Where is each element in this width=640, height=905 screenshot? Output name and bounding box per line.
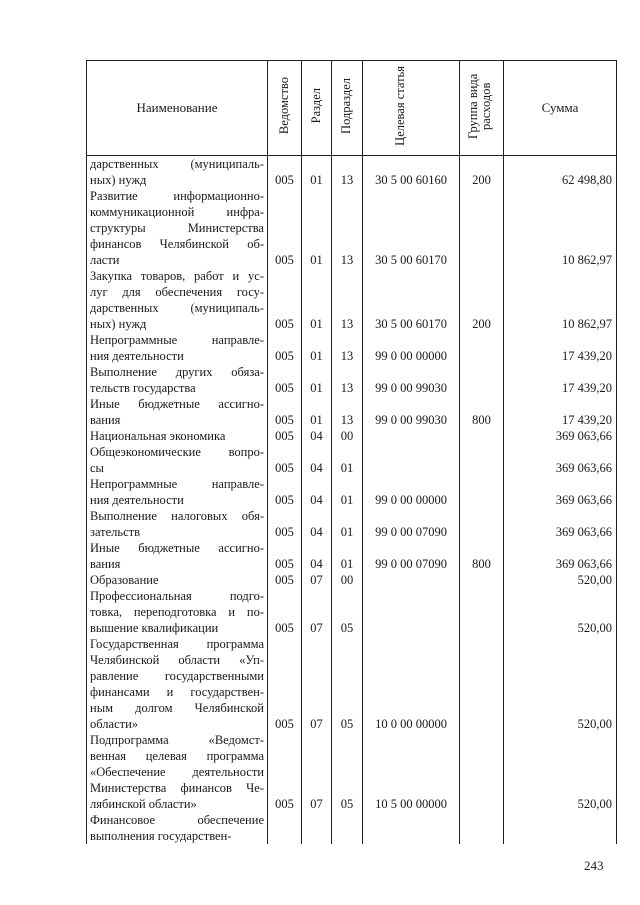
row-name-line: Развитие информационно- bbox=[90, 189, 264, 203]
row-name bbox=[87, 588, 268, 636]
header-podrazdel bbox=[332, 61, 363, 156]
header-summa: Сумма bbox=[504, 61, 617, 156]
row-vedomstvo: 005 bbox=[268, 588, 302, 636]
row-name-line: сы bbox=[90, 461, 104, 475]
row-vedomstvo: 005 bbox=[268, 364, 302, 396]
row-podrazdel: 01 bbox=[332, 444, 363, 476]
row-podrazdel: 01 bbox=[332, 540, 363, 572]
row-gruppa bbox=[460, 444, 504, 476]
row-gruppa: 200 bbox=[460, 156, 504, 189]
table-row bbox=[87, 364, 617, 396]
row-name-line: Профессиональная подго- bbox=[90, 589, 264, 603]
row-tselevaya: 99 0 00 00000 bbox=[363, 332, 460, 364]
row-razdel: 07 bbox=[302, 732, 332, 812]
row-gruppa: 800 bbox=[460, 396, 504, 428]
row-name-line: дарственных (муниципаль- bbox=[90, 301, 264, 315]
row-name-line: Непрограммные направле- bbox=[90, 333, 264, 347]
row-podrazdel: 01 bbox=[332, 476, 363, 508]
row-vedomstvo: 005 bbox=[268, 476, 302, 508]
row-podrazdel: 05 bbox=[332, 732, 363, 812]
row-name-line: финансов Челябинской об- bbox=[90, 237, 264, 251]
row-name-line: Иные бюджетные ассигно- bbox=[90, 397, 264, 411]
row-name-line: Министерства финансов Че- bbox=[90, 781, 264, 795]
row-razdel: 07 bbox=[302, 588, 332, 636]
row-name-line: зательств bbox=[90, 525, 141, 539]
row-vedomstvo bbox=[268, 812, 302, 844]
row-podrazdel: 13 bbox=[332, 268, 363, 332]
row-podrazdel: 05 bbox=[332, 636, 363, 732]
row-gruppa bbox=[460, 588, 504, 636]
table-row bbox=[87, 396, 617, 428]
row-name bbox=[87, 540, 268, 572]
row-name-line: ных) нужд bbox=[90, 173, 147, 187]
row-gruppa bbox=[460, 188, 504, 268]
row-summa: 369 063,66 bbox=[504, 540, 617, 572]
row-tselevaya: 10 5 00 00000 bbox=[363, 732, 460, 812]
row-tselevaya bbox=[363, 812, 460, 844]
row-podrazdel: 13 bbox=[332, 396, 363, 428]
row-tselevaya: 30 5 00 60170 bbox=[363, 188, 460, 268]
header-razdel bbox=[302, 61, 332, 156]
row-name-line: вышение квалификации bbox=[90, 621, 219, 635]
row-tselevaya: 99 0 00 99030 bbox=[363, 396, 460, 428]
header-gruppa bbox=[460, 61, 504, 156]
row-razdel: 01 bbox=[302, 332, 332, 364]
row-name bbox=[87, 732, 268, 812]
row-summa: 369 063,66 bbox=[504, 476, 617, 508]
row-name-line: Закупка товаров, работ и ус- bbox=[90, 269, 264, 283]
budget-table bbox=[86, 60, 617, 844]
row-tselevaya: 99 0 00 07090 bbox=[363, 540, 460, 572]
header-name: Наименование bbox=[87, 61, 268, 156]
row-name bbox=[87, 476, 268, 508]
row-summa: 369 063,66 bbox=[504, 508, 617, 540]
row-summa: 520,00 bbox=[504, 588, 617, 636]
row-vedomstvo: 005 bbox=[268, 508, 302, 540]
row-razdel: 04 bbox=[302, 540, 332, 572]
row-gruppa bbox=[460, 732, 504, 812]
row-summa: 520,00 bbox=[504, 732, 617, 812]
row-name bbox=[87, 428, 268, 444]
row-summa: 17 439,20 bbox=[504, 332, 617, 364]
row-name-line: Национальная экономика bbox=[90, 429, 226, 443]
row-summa: 10 862,97 bbox=[504, 188, 617, 268]
row-name-line: ным долгом Челябинской bbox=[90, 701, 264, 715]
row-name-line: вания bbox=[90, 557, 121, 571]
row-vedomstvo: 005 bbox=[268, 332, 302, 364]
row-name-line: дарственных (муниципаль- bbox=[90, 157, 264, 171]
row-razdel: 01 bbox=[302, 396, 332, 428]
header-podrazdel-label: Подраздел bbox=[339, 78, 354, 134]
row-podrazdel: 00 bbox=[332, 428, 363, 444]
row-vedomstvo: 005 bbox=[268, 428, 302, 444]
table-row bbox=[87, 188, 617, 268]
row-razdel: 04 bbox=[302, 476, 332, 508]
row-summa: 520,00 bbox=[504, 636, 617, 732]
row-name-line: Подпрограмма «Ведомст- bbox=[90, 733, 264, 747]
row-name bbox=[87, 396, 268, 428]
row-name-line: ных) нужд bbox=[90, 317, 147, 331]
header-vedomstvo bbox=[268, 61, 302, 156]
row-name-line: коммуникационной инфра- bbox=[90, 205, 264, 219]
row-razdel: 07 bbox=[302, 636, 332, 732]
row-name-line: венная целевая программа bbox=[90, 749, 264, 763]
row-podrazdel: 13 bbox=[332, 156, 363, 189]
row-tselevaya bbox=[363, 572, 460, 588]
row-vedomstvo: 005 bbox=[268, 572, 302, 588]
row-summa: 17 439,20 bbox=[504, 396, 617, 428]
row-name-line: ния деятельности bbox=[90, 493, 184, 507]
table-row bbox=[87, 812, 617, 844]
row-podrazdel: 13 bbox=[332, 188, 363, 268]
row-razdel: 01 bbox=[302, 268, 332, 332]
row-gruppa bbox=[460, 508, 504, 540]
row-name-line: ния деятельности bbox=[90, 349, 184, 363]
row-name-line: Образование bbox=[90, 573, 159, 587]
row-razdel: 01 bbox=[302, 156, 332, 189]
row-razdel: 04 bbox=[302, 428, 332, 444]
row-summa: 17 439,20 bbox=[504, 364, 617, 396]
row-razdel: 07 bbox=[302, 572, 332, 588]
header-razdel-label: Раздел bbox=[308, 88, 323, 124]
row-gruppa bbox=[460, 636, 504, 732]
table-header-row bbox=[87, 61, 617, 156]
row-gruppa: 200 bbox=[460, 268, 504, 332]
row-name bbox=[87, 268, 268, 332]
row-gruppa: 800 bbox=[460, 540, 504, 572]
row-tselevaya: 30 5 00 60160 bbox=[363, 156, 460, 189]
row-tselevaya bbox=[363, 428, 460, 444]
row-tselevaya bbox=[363, 588, 460, 636]
row-razdel bbox=[302, 812, 332, 844]
row-podrazdel: 01 bbox=[332, 508, 363, 540]
row-podrazdel: 05 bbox=[332, 588, 363, 636]
row-tselevaya: 99 0 00 07090 bbox=[363, 508, 460, 540]
row-vedomstvo: 005 bbox=[268, 188, 302, 268]
row-podrazdel: 13 bbox=[332, 332, 363, 364]
row-name bbox=[87, 636, 268, 732]
header-vedomstvo-label: Ведомство bbox=[276, 77, 291, 135]
row-name-line: структуры Министерства bbox=[90, 221, 264, 235]
row-gruppa bbox=[460, 332, 504, 364]
row-name-line: Финансовое обеспечение bbox=[90, 813, 264, 827]
row-gruppa bbox=[460, 812, 504, 844]
header-tselevaya-label: Целевая статья bbox=[393, 66, 407, 146]
row-name-line: вания bbox=[90, 413, 121, 427]
row-name-line: тельств государства bbox=[90, 381, 196, 395]
header-gruppa-label: Группа вида расходов bbox=[465, 73, 493, 139]
row-summa: 369 063,66 bbox=[504, 428, 617, 444]
table-row bbox=[87, 332, 617, 364]
row-name bbox=[87, 444, 268, 476]
row-name-line: ласти bbox=[90, 253, 120, 267]
table-row bbox=[87, 508, 617, 540]
row-name-line: Выполнение налоговых обя- bbox=[90, 509, 264, 523]
row-name-line: луг для обеспечения госу- bbox=[90, 285, 264, 299]
table-row bbox=[87, 732, 617, 812]
table-row bbox=[87, 636, 617, 732]
row-vedomstvo: 005 bbox=[268, 540, 302, 572]
table-row bbox=[87, 476, 617, 508]
row-name-line: товка, переподготовка и по- bbox=[90, 605, 264, 619]
row-vedomstvo: 005 bbox=[268, 396, 302, 428]
row-name-line: финансами и государствен- bbox=[90, 685, 264, 699]
row-summa: 369 063,66 bbox=[504, 444, 617, 476]
row-name-line: Иные бюджетные ассигно- bbox=[90, 541, 264, 555]
row-name-line: равление государственными bbox=[90, 669, 264, 683]
row-name-line: Общеэкономические вопро- bbox=[90, 445, 264, 459]
row-name-line: области» bbox=[90, 717, 139, 731]
table-row bbox=[87, 444, 617, 476]
row-name-line: «Обеспечение деятельности bbox=[90, 765, 264, 779]
row-razdel: 01 bbox=[302, 364, 332, 396]
row-razdel: 04 bbox=[302, 508, 332, 540]
page-number: 243 bbox=[584, 858, 604, 873]
row-gruppa bbox=[460, 572, 504, 588]
row-vedomstvo: 005 bbox=[268, 444, 302, 476]
row-razdel: 01 bbox=[302, 188, 332, 268]
row-tselevaya: 10 0 00 00000 bbox=[363, 636, 460, 732]
row-tselevaya bbox=[363, 444, 460, 476]
row-vedomstvo: 005 bbox=[268, 156, 302, 189]
row-vedomstvo: 005 bbox=[268, 732, 302, 812]
row-vedomstvo: 005 bbox=[268, 268, 302, 332]
row-vedomstvo: 005 bbox=[268, 636, 302, 732]
table-row bbox=[87, 540, 617, 572]
row-name-line: Выполнение других обяза- bbox=[90, 365, 264, 379]
table-row bbox=[87, 572, 617, 588]
row-podrazdel: 00 bbox=[332, 572, 363, 588]
row-summa: 520,00 bbox=[504, 572, 617, 588]
row-razdel: 04 bbox=[302, 444, 332, 476]
row-name bbox=[87, 156, 268, 189]
row-podrazdel bbox=[332, 812, 363, 844]
row-podrazdel: 13 bbox=[332, 364, 363, 396]
table-body bbox=[87, 156, 617, 845]
row-summa bbox=[504, 812, 617, 844]
row-name-line: лябинской области» bbox=[90, 797, 197, 811]
budget-table-container bbox=[86, 60, 616, 844]
row-name-line: Челябинской области «Уп- bbox=[90, 653, 264, 667]
row-name-line: Непрограммные направле- bbox=[90, 477, 264, 491]
row-summa: 62 498,80 bbox=[504, 156, 617, 189]
row-name-line: Государственная программа bbox=[90, 637, 264, 651]
header-tselevaya bbox=[363, 61, 460, 156]
table-row bbox=[87, 588, 617, 636]
row-tselevaya: 30 5 00 60170 bbox=[363, 268, 460, 332]
row-tselevaya: 99 0 00 99030 bbox=[363, 364, 460, 396]
table-row bbox=[87, 428, 617, 444]
row-name bbox=[87, 332, 268, 364]
table-row bbox=[87, 268, 617, 332]
row-name bbox=[87, 364, 268, 396]
row-name bbox=[87, 572, 268, 588]
row-gruppa bbox=[460, 476, 504, 508]
row-name bbox=[87, 508, 268, 540]
row-name bbox=[87, 188, 268, 268]
row-name-line: выполнения государствен- bbox=[90, 829, 232, 843]
row-name bbox=[87, 812, 268, 844]
row-tselevaya: 99 0 00 00000 bbox=[363, 476, 460, 508]
row-gruppa bbox=[460, 364, 504, 396]
row-summa: 10 862,97 bbox=[504, 268, 617, 332]
table-row bbox=[87, 156, 617, 189]
row-gruppa bbox=[460, 428, 504, 444]
